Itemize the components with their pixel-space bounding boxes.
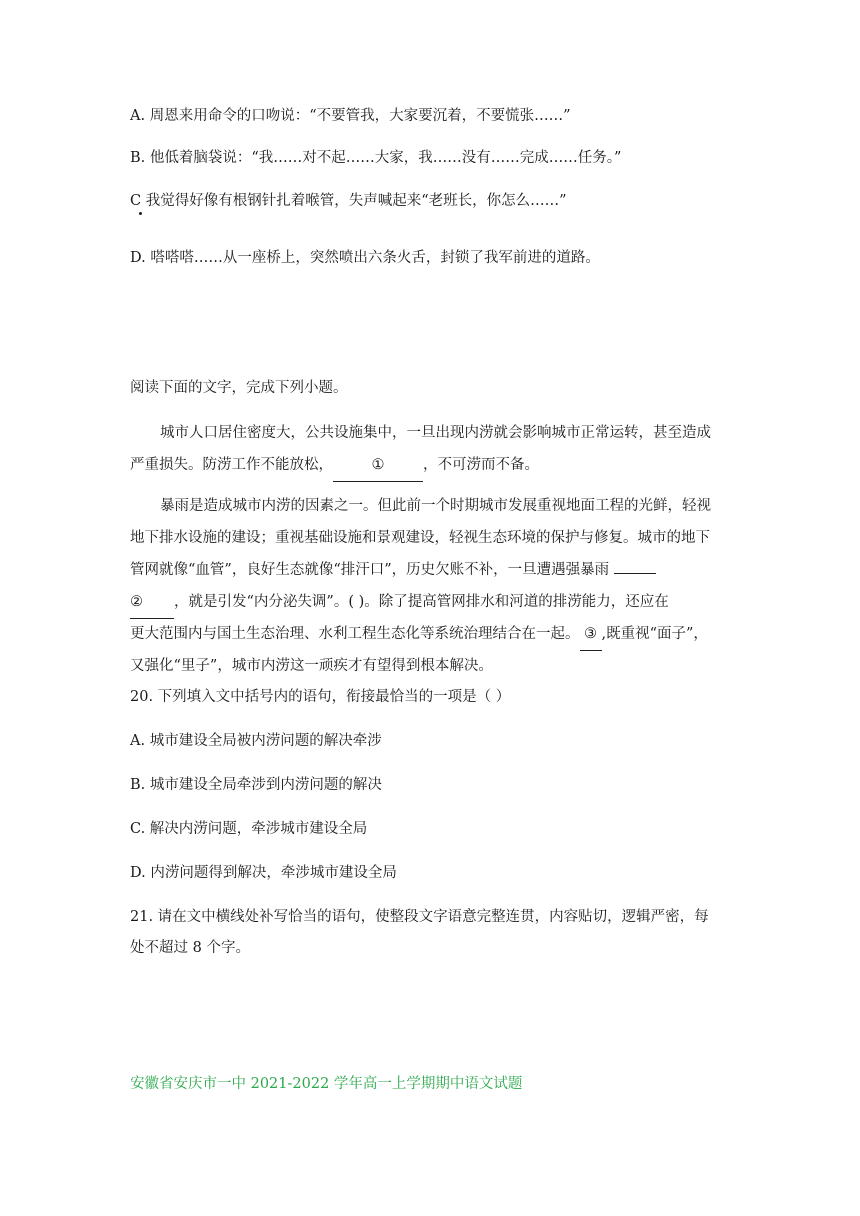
passage-paragraph-1 — [130, 417, 742, 481]
passage-paragraph-2 — [130, 490, 742, 682]
passage-text: ,既重视“面子”， — [601, 626, 708, 642]
source-footer: 安徽省安庆市一中 2021-2022 学年高一上学期期中语文试题 — [130, 1076, 523, 1092]
option-a: A. 周恩来用命令的口吻说：“不要管我，大家要沉着，不要慌张……” — [130, 108, 571, 124]
blank-3[interactable]: ③ — [580, 618, 602, 651]
passage-line: 暴雨是造成城市内涝的因素之一。但此前一个时期城市发展重视地面工程的光鲜，轻视 — [160, 498, 711, 514]
passage-line: 又强化“里子”，城市内涝这一顽疾才有望得到根本解决。 — [130, 658, 493, 674]
option-c: C 我觉得好像有根钢针扎着喉管，失声喊起来“老班长，你怎么……” — [130, 193, 567, 209]
passage-text: ，就是引发“内分泌失调”。( )。除了提高管网排水和河道的排涝能力，还应在 — [174, 594, 669, 610]
option-b: B. 他低着脑袋说：“我……对不起……大家，我……没有……完成……任务。” — [130, 150, 622, 166]
passage-text: 严重损失。防涝工作不能放松， — [130, 457, 333, 473]
emphasis-dot — [139, 212, 142, 215]
passage-line: 地下排水设施的建设；重视基础设施和景观建设，轻视生态环境的保护与修复。城市的地下 — [130, 530, 710, 546]
passage-text: ，不可涝而不备。 — [423, 457, 539, 473]
reading-instruction: 阅读下面的文字，完成下列小题。 — [130, 380, 348, 396]
q20-option-a: A. 城市建设全局被内涝问题的解决牵涉 — [130, 733, 382, 749]
option-d: D. 嗒嗒嗒……从一座桥上，突然喷出六条火舌，封锁了我军前进的道路。 — [130, 250, 600, 266]
q20-option-d: D. 内涝问题得到解决，牵涉城市建设全局 — [130, 865, 397, 881]
q20-option-b: B. 城市建设全局牵涉到内涝问题的解决 — [130, 777, 382, 793]
passage-line — [130, 554, 742, 586]
q21-line-1: 21. 请在文中横线处补写恰当的语句，使整段文字语意完整连贯，内容贴切，逻辑严密，每 — [130, 909, 709, 925]
passage-line — [130, 618, 742, 650]
passage-line: 城市人口居住密度大，公共设施集中，一旦出现内涝就会影响城市正常运转，甚至造成 — [160, 425, 711, 441]
blank-1[interactable]: ① — [333, 449, 423, 482]
q21-line-2: 处不超过 8 个字。 — [130, 940, 250, 956]
passage-text: 管网就像“血管”，良好生态就像“排汗口”，历史欠账不补，一旦遭遇强暴雨 — [130, 562, 610, 578]
blank-2-start[interactable] — [614, 573, 656, 574]
blank-2[interactable]: ② — [130, 586, 174, 619]
passage-line — [130, 449, 742, 481]
passage-line — [130, 586, 742, 618]
q20-option-c: C. 解决内涝问题，牵涉城市建设全局 — [130, 821, 368, 837]
q20-stem: 20. 下列填入文中括号内的语句，衔接最恰当的一项是（ ） — [130, 689, 511, 705]
passage-text: 更大范围内与国土生态治理、水利工程生态化等系统治理结合在一起。 — [130, 626, 580, 642]
